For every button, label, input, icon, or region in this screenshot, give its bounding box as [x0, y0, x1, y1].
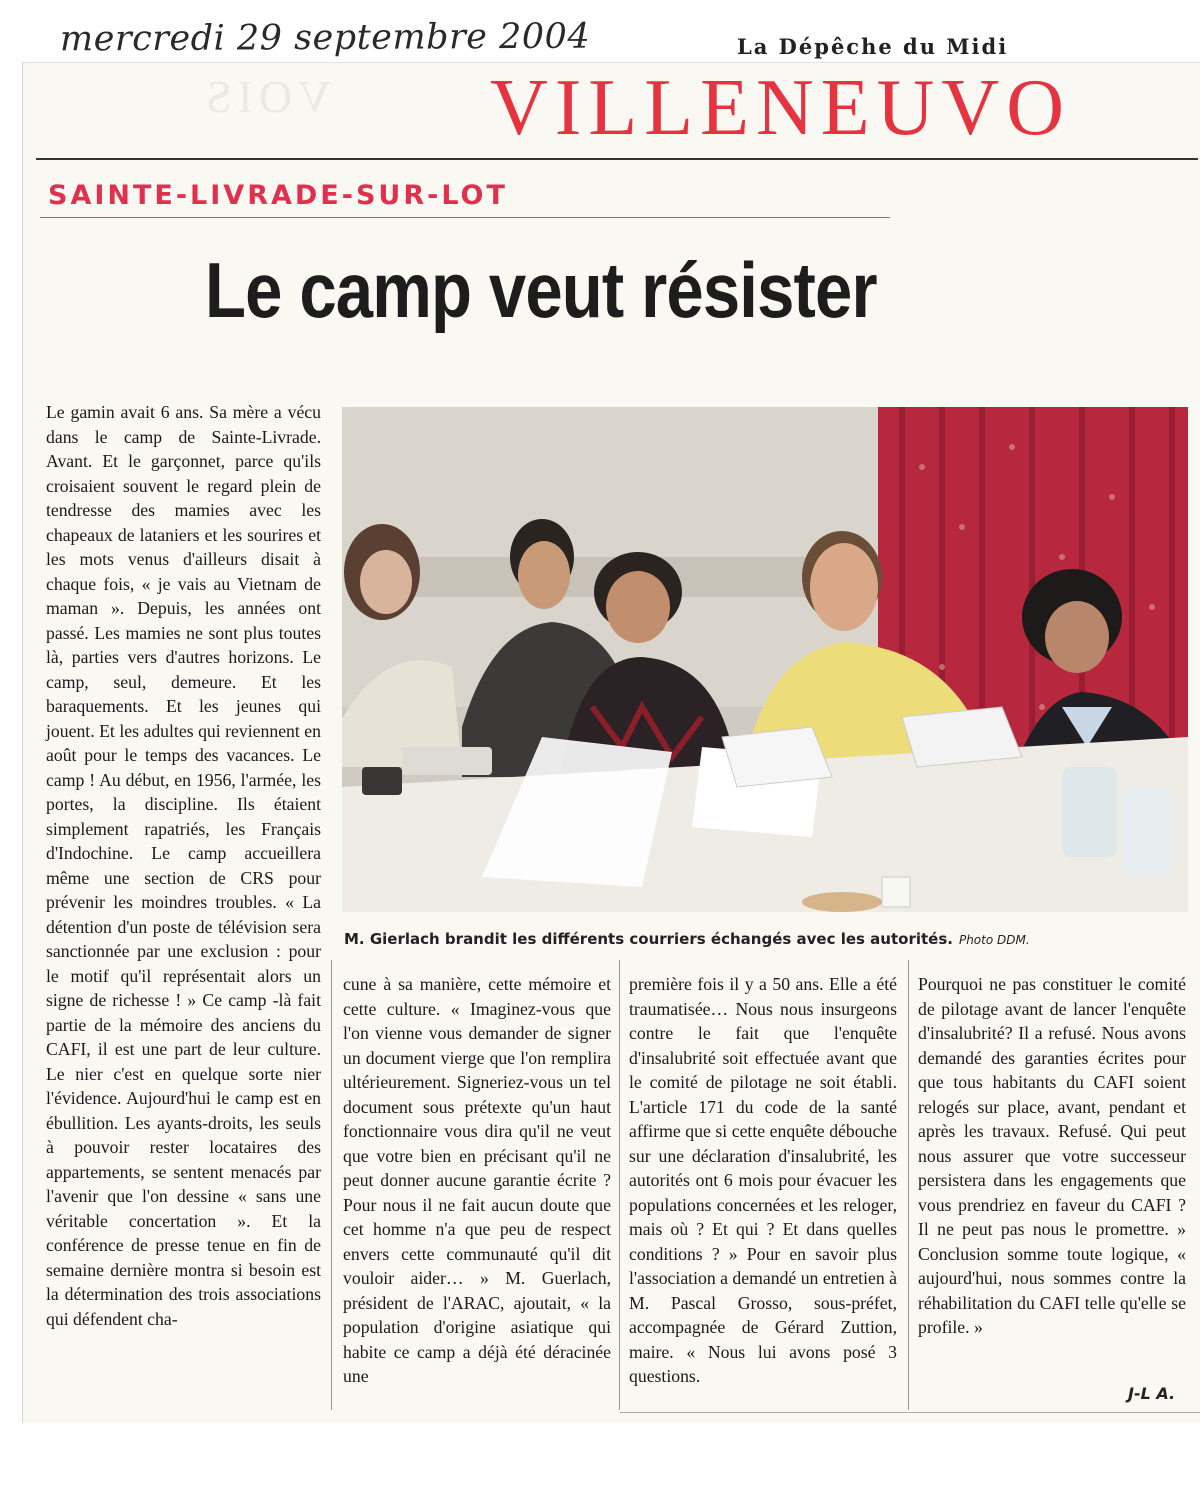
newspaper-name: La Dépêche du Midi — [737, 34, 1009, 59]
article-column-4 — [918, 972, 1186, 1412]
handwritten-date: mercredi 29 septembre 2004 — [59, 16, 591, 60]
article-column-2 — [343, 972, 611, 1412]
bleed-through-text: VOIS — [200, 71, 332, 122]
article-column-1 — [46, 400, 321, 1460]
column-divider — [331, 960, 332, 1410]
article-photo — [342, 407, 1188, 912]
section-title: VILLENEUVO — [490, 64, 1071, 152]
location-rule-divider — [40, 217, 890, 218]
column-divider — [908, 960, 909, 1410]
column-3-text: première fois il y a 50 ans. Elle a été traumatisée… Nous nous insurgeons contre le fait que l'enquête d'insalubrité soit effectuée avant que le comité de pilotage ne soit établi. L'article 171 du code de la santé affirme que si cette enquête débouche sur une déclaration d'insalubrité, les autorités ont 6 mois pour évacuer les populations concernées et les reloger, mais où ? Et qui ? Et dans quelles conditions ? » Pour en savoir plus l'association a demandé un entretien à M. Pascal Grosso, sous-préfet, accompagnée de Gérard Zuttion, maire. « Nous lui avons posé 3 questions. — [629, 974, 897, 1386]
column-divider — [619, 960, 620, 1410]
photo-caption — [344, 930, 1030, 948]
location-kicker: SAINTE-LIVRADE-SUR-LOT — [48, 180, 508, 211]
bottom-rule-divider — [620, 1412, 1200, 1413]
column-2-text: cune à sa manière, cette mémoire et cette culture. « Imaginez-vous que l'on vienne vous demander de signer un document vierge que l'on remplira ultérieurement. Signeriez-vous un tel document sous prétexte qu'un haut fonctionnaire vous dira qu'il ne veut que votre bien en précisant qu'il ne peut donner aucune garantie écrite ? Pour nous il ne fait aucun doute que cet homme n'a que peu de respect envers cette communauté qu'il dit vouloir aider… » M. Guerlach, président de l'ARAC, ajoutait, « la population d'origine asiatique qui habite ce camp a déjà été déracinée une — [343, 974, 611, 1386]
article-column-3 — [629, 972, 897, 1412]
column-1-text: Le gamin avait 6 ans. Sa mère a vécu dans le camp de Sainte-Livrade. Avant. Et le garçonnet, parce qu'ils croisaient souvent le regard plein de tendresse des mamies avec les chapeaux de lataniers et les sourires et les mots venus d'ailleurs disait à chaque fois, « je vais au Vietnam de maman ». Depuis, les années ont passé. Les mamies ne sont plus toutes là, parties vers d'autres horizons. Le camp, seul, demeure. Et les baraquements. Et les jeunes qui jouent. Et les adultes qui reviennent en août pour le temps des vacances. Le camp ! Au début, en 1956, l'armée, les portes, la discipline. Ils étaient simplement rapatriés, les Français d'Indochine. Le camp accueillera même une section de CRS pour prévenir les moindres troubles. « La détention d'un poste de télévision sera sanctionnée par une exclusion : pour le motif qu'il représentait alors un signe de richesse ! » Ce camp -là fait partie de la mémoire des anciens du CAFI, il est une part de leur culture. Le nier c'est en quelque sorte nier l'évidence. Aujourd'hui le camp est en ébullition. Les ayants-droits, les seuls à pouvoir rester locataires des appartements, se sentent menacés par l'avenir que l'on dessine « sans une véritable concertation ». Et la conférence de presse tenue en fin de semaine dernière montra si besoin est la détermination des trois associations qui défendent cha- — [46, 402, 321, 1329]
column-4-text: Pourquoi ne pas constituer le comité de pilotage avant de lancer l'enquête d'insalubrité? Il a refusé. Nous avons demandé des garanties écrites pour que tous habitants du CAFI soient relogés sur place, avant, pendant et après les travaux. Refusé. Qui peut nous assurer que votre successeur persistera dans les engagements que vous prendriez en faveur du CAFI ? Il ne peut pas nous le promettre. » Conclusion somme toute logique, « aujourd'hui, nous sommes contre la réhabilitation du CAFI telle qu'elle se profile. » — [918, 974, 1186, 1337]
author-signature: J-L A. — [1128, 1384, 1176, 1403]
top-rule-divider — [36, 158, 1198, 160]
photo-credit: Photo DDM. — [958, 933, 1030, 947]
article-headline: Le camp veut résister — [205, 246, 877, 334]
caption-text: M. Gierlach brandit les différents courriers échangés avec les autorités. — [344, 930, 953, 948]
